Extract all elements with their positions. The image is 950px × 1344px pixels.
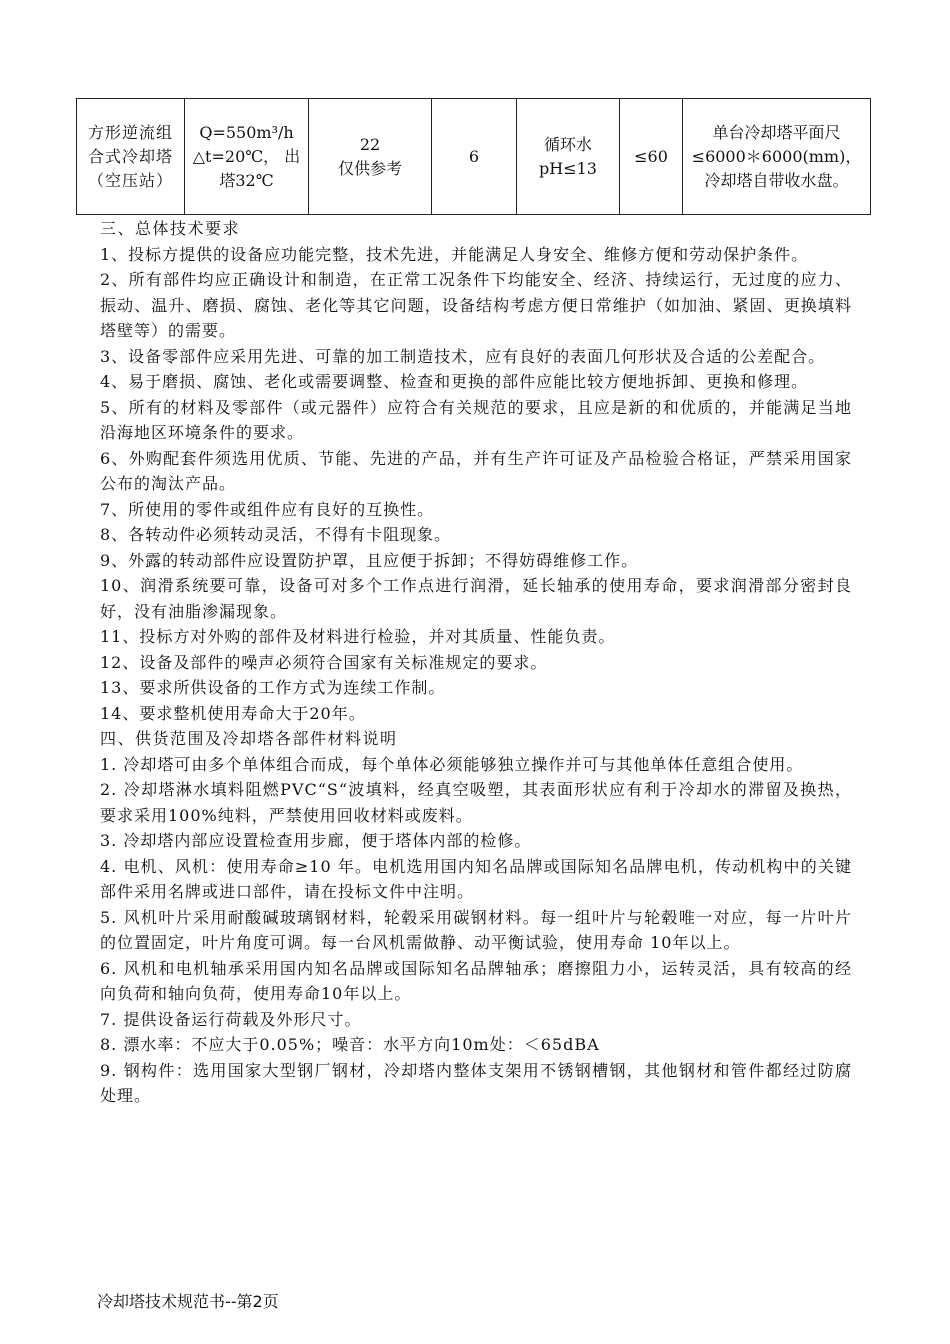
list-item: 8. 漂水率：不应大于0.05%；噪音：水平方向10m处：＜65dBA (100, 1035, 600, 1054)
capacity-cell: Q=550m³/h △t=20℃， 出塔32℃ (185, 99, 309, 215)
list-item: 1、投标方提供的设备应功能完整，技术先进，并能满足人身安全、维修方便和劳动保护条件。 (100, 244, 809, 264)
quantity-value: 22 仅供参考 (337, 134, 402, 178)
list-item: 13、要求所供设备的工作方式为连续工作制。 (100, 678, 446, 697)
medium-cell: 循环水pH≤13 (517, 99, 620, 215)
list-item: 5、所有的材料及零部件（或元器件）应符合有关规范的要求，且应是新的和优质的，并能满足当地沿海地区环境条件的要求。 (100, 397, 852, 442)
list-item: 5. 风机叶片采用耐酸碱玻璃钢材料，轮毂采用碳钢材料。每一组叶片与轮毂唯一对应，每一片叶片的位置固定，叶片角度可调。每一台风机需做静、动平衡试验，使用寿命 10年以上。 (100, 907, 852, 952)
page-footer: 冷却塔技术规范书--第2页 (97, 1292, 279, 1311)
list-item: 2、所有部件均应正确设计和制造，在正常工况条件下均能安全、经济、持续运行，无过度的应力、振动、温升、磨损、腐蚀、老化等其它问题，设备结构考虑方便日常维护（如加油、紧固、更换填料塔壁等）的需要。 (100, 270, 852, 340)
spec-table (76, 98, 871, 215)
list-item: 12、设备及部件的噪声必须符合国家有关标准规定的要求。 (100, 652, 548, 672)
list-item: 3、设备零部件应采用先进、可靠的加工制造技术，应有良好的表面几何形状及合适的公差配合。 (100, 346, 826, 366)
list-item: 7、所使用的零件或组件应有良好的互换性。 (100, 499, 435, 519)
list-item: 4、易于磨损、腐蚀、老化或需要调整、检查和更换的部件应能比较方便地拆卸、更换和修理。 (100, 372, 809, 391)
count-cell: 6 (432, 99, 517, 215)
table-row (77, 99, 871, 215)
list-item: 11、投标方对外购的部件及材料进行检验，并对其质量、性能负责。 (100, 627, 616, 646)
list-item: 6. 风机和电机轴承采用国内知名品牌或国际知名品牌轴承；磨擦阻力小，运转灵活，具有较高的经向负荷和轴向负荷，使用寿命10年以上。 (100, 958, 852, 1003)
list-item: 9. 钢构件：选用国家大型钢厂钢材，冷却塔内整体支架用不锈钢槽钢，其他钢材和管件都经过防腐处理。 (100, 1060, 852, 1105)
list-item: 1. 冷却塔可由多个单体组合而成，每个单体必须能够独立操作并可与其他单体任意组合使用。 (100, 754, 804, 774)
list-item: 9、外露的转动部件应设置防护罩，且应便于拆卸；不得妨碍维修工作。 (100, 550, 639, 570)
list-item: 8、各转动件必须转动灵活，不得有卡阻现象。 (100, 525, 452, 544)
list-item: 10、润滑系统要可靠，设备可对多个工作点进行润滑，延长轴承的使用寿命，要求润滑部分密封良好，没有油脂渗漏现象。 (100, 576, 852, 621)
list-item: 4. 电机、风机：使用寿命≥10 年。电机选用国内知名品牌或国际知名品牌电机，传动机构中的关键部件采用名牌或进口部件，请在投标文件中注明。 (100, 856, 852, 901)
list-item: 7. 提供设备运行荷载及外形尺寸。 (100, 1009, 362, 1029)
remarks-cell: 单台冷却塔平面尺≤6000＊6000(mm)，冷却塔自带收水盘。 (683, 99, 871, 215)
list-item: 2. 冷却塔淋水填料阻燃PVC“S“波填料，经真空吸塑，其表面形状应有利于冷却水的滞留及换热，要求采用100%纯料，严禁使用回收材料或废料。 (100, 780, 852, 825)
specification-body (100, 216, 852, 1109)
noise-cell: ≤60 (620, 99, 683, 215)
quantity-cell (309, 99, 432, 215)
equipment-name-cell: 方形逆流组合式冷却塔（空压站） (77, 99, 185, 215)
list-item: 14、要求整机使用寿命大于20年。 (100, 703, 366, 723)
section-heading-supply-scope: 四、供货范围及冷却塔各部件材料说明 (100, 729, 398, 748)
list-item: 3. 冷却塔内部应设置检查用步廊，便于塔体内部的检修。 (100, 831, 532, 850)
list-item: 6、外购配套件须选用优质、节能、先进的产品，并有生产许可证及产品检验合格证，严禁采用国家公布的淘汰产品。 (100, 448, 852, 493)
section-heading-general-requirements: 三、总体技术要求 (100, 219, 241, 238)
